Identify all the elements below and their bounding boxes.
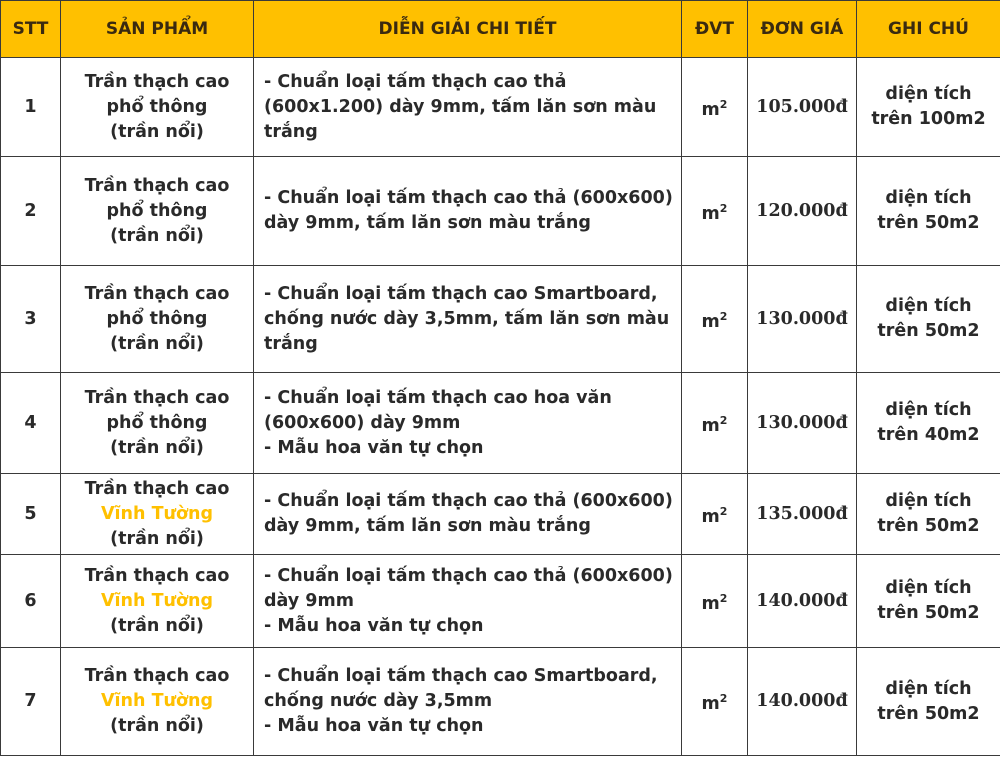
table-row — [1, 157, 1000, 266]
row-product — [61, 555, 254, 648]
row-unit — [682, 266, 748, 373]
unit-text: m — [701, 311, 720, 332]
product-line: (trần nổi) — [110, 437, 204, 458]
table-header — [1, 1, 1000, 58]
table-row — [1, 373, 1000, 474]
row-note — [857, 157, 1000, 266]
row-stt: 7 — [1, 648, 61, 756]
row-detail — [254, 58, 682, 157]
detail-line: - Chuẩn loại tấm thạch cao hoa văn (600x600) dày 9mm — [264, 387, 612, 433]
unit-superscript: 2 — [719, 201, 728, 215]
row-product — [61, 157, 254, 266]
detail-line: - Chuẩn loại tấm thạch cao thả (600x600) dày 9mm, tấm lăn sơn màu trắng — [264, 188, 673, 233]
note-line: trên 50m2 — [877, 516, 980, 536]
product-line: Trần thạch cao — [84, 175, 230, 196]
note-line: diện tích — [885, 84, 972, 104]
unit-superscript: 2 — [719, 97, 728, 111]
row-product — [61, 266, 254, 373]
product-line: phổ thông — [106, 412, 208, 433]
table-body — [1, 58, 1000, 756]
table-row — [1, 58, 1000, 157]
unit-text: m — [701, 593, 720, 614]
row-stt: 6 — [1, 555, 61, 648]
row-note — [857, 58, 1000, 157]
note-line: trên 50m2 — [877, 603, 980, 623]
detail-line: - Mẫu hoa văn tự chọn — [264, 615, 484, 636]
table-row — [1, 474, 1000, 555]
product-line: Trần thạch cao — [84, 387, 230, 408]
row-product — [61, 648, 254, 756]
row-note — [857, 266, 1000, 373]
row-detail — [254, 157, 682, 266]
product-line: (trần nổi) — [110, 225, 204, 246]
table-row — [1, 555, 1000, 648]
row-unit — [682, 58, 748, 157]
unit-superscript: 2 — [719, 692, 728, 706]
row-price: 105.000đ — [748, 58, 857, 157]
detail-line: - Mẫu hoa văn tự chọn — [264, 437, 484, 458]
header-note: GHI CHÚ — [857, 1, 1000, 58]
unit-superscript: 2 — [719, 504, 728, 518]
row-product — [61, 58, 254, 157]
product-line: Trần thạch cao — [84, 478, 230, 499]
product-line: (trần nổi) — [110, 528, 204, 549]
product-line: phổ thông — [106, 96, 208, 117]
note-line: trên 50m2 — [877, 213, 980, 233]
row-stt: 5 — [1, 474, 61, 555]
product-line: Trần thạch cao — [84, 71, 230, 92]
unit-text: m — [701, 99, 720, 120]
row-price: 135.000đ — [748, 474, 857, 555]
brand-name: Vĩnh Tường — [101, 503, 213, 524]
header-detail: DIỄN GIẢI CHI TIẾT — [254, 1, 682, 58]
unit-text: m — [701, 415, 720, 436]
detail-line: - Chuẩn loại tấm thạch cao thả (600x600) dày 9mm — [264, 565, 673, 611]
product-line: phổ thông — [106, 308, 208, 329]
note-line: diện tích — [885, 491, 972, 511]
note-line: trên 100m2 — [871, 109, 986, 129]
row-price: 140.000đ — [748, 648, 857, 756]
row-price: 140.000đ — [748, 555, 857, 648]
table-row — [1, 266, 1000, 373]
row-detail — [254, 474, 682, 555]
row-unit — [682, 555, 748, 648]
row-stt: 2 — [1, 157, 61, 266]
row-stt: 1 — [1, 58, 61, 157]
header-price: ĐƠN GIÁ — [748, 1, 857, 58]
brand-name: Vĩnh Tường — [101, 590, 213, 611]
detail-line: - Mẫu hoa văn tự chọn — [264, 716, 484, 736]
detail-line: - Chuẩn loại tấm thạch cao Smartboard, chống nước dày 3,5mm, tấm lăn sơn màu trắng — [264, 283, 670, 354]
unit-superscript: 2 — [719, 413, 728, 427]
note-line: diện tích — [885, 296, 972, 316]
detail-line: - Chuẩn loại tấm thạch cao thả (600x1.200) dày 9mm, tấm lăn sơn màu trắng — [264, 71, 657, 142]
row-detail — [254, 266, 682, 373]
row-product — [61, 474, 254, 555]
product-line: (trần nổi) — [110, 716, 204, 736]
header-product: SẢN PHẨM — [61, 1, 254, 58]
row-price: 120.000đ — [748, 157, 857, 266]
row-price: 130.000đ — [748, 266, 857, 373]
row-note — [857, 555, 1000, 648]
row-note — [857, 474, 1000, 555]
product-line: Trần thạch cao — [84, 666, 230, 686]
header-row — [1, 1, 1000, 58]
row-product — [61, 373, 254, 474]
row-unit — [682, 648, 748, 756]
row-unit — [682, 373, 748, 474]
row-detail — [254, 373, 682, 474]
header-stt: STT — [1, 1, 61, 58]
note-line: trên 40m2 — [877, 425, 980, 445]
note-line: diện tích — [885, 578, 972, 598]
row-unit — [682, 157, 748, 266]
detail-line: - Chuẩn loại tấm thạch cao thả (600x600) dày 9mm, tấm lăn sơn màu trắng — [264, 491, 673, 536]
brand-name: Vĩnh Tường — [101, 691, 213, 711]
row-detail — [254, 555, 682, 648]
row-stt: 4 — [1, 373, 61, 474]
unit-text: m — [701, 203, 720, 224]
header-unit: ĐVT — [682, 1, 748, 58]
unit-text: m — [701, 506, 720, 527]
unit-text: m — [701, 693, 720, 714]
note-line: diện tích — [885, 400, 972, 420]
row-detail — [254, 648, 682, 756]
product-line: (trần nổi) — [110, 121, 204, 142]
note-line: diện tích — [885, 678, 972, 699]
product-line: Trần thạch cao — [84, 565, 230, 586]
product-line: Trần thạch cao — [84, 283, 230, 304]
table-row — [1, 648, 1000, 756]
note-line: diện tích — [885, 188, 972, 208]
row-note — [857, 373, 1000, 474]
unit-superscript: 2 — [719, 591, 728, 605]
unit-superscript: 2 — [719, 309, 728, 323]
product-line: (trần nổi) — [110, 615, 204, 636]
row-price: 130.000đ — [748, 373, 857, 474]
product-line: (trần nổi) — [110, 333, 204, 354]
note-line: trên 50m2 — [877, 321, 980, 341]
row-note — [857, 648, 1000, 756]
row-stt: 3 — [1, 266, 61, 373]
row-unit — [682, 474, 748, 555]
detail-line: - Chuẩn loại tấm thạch cao Smartboard, chống nước dày 3,5mm — [264, 666, 658, 711]
note-line: trên 50m2 — [877, 703, 980, 724]
product-line: phổ thông — [106, 200, 208, 221]
